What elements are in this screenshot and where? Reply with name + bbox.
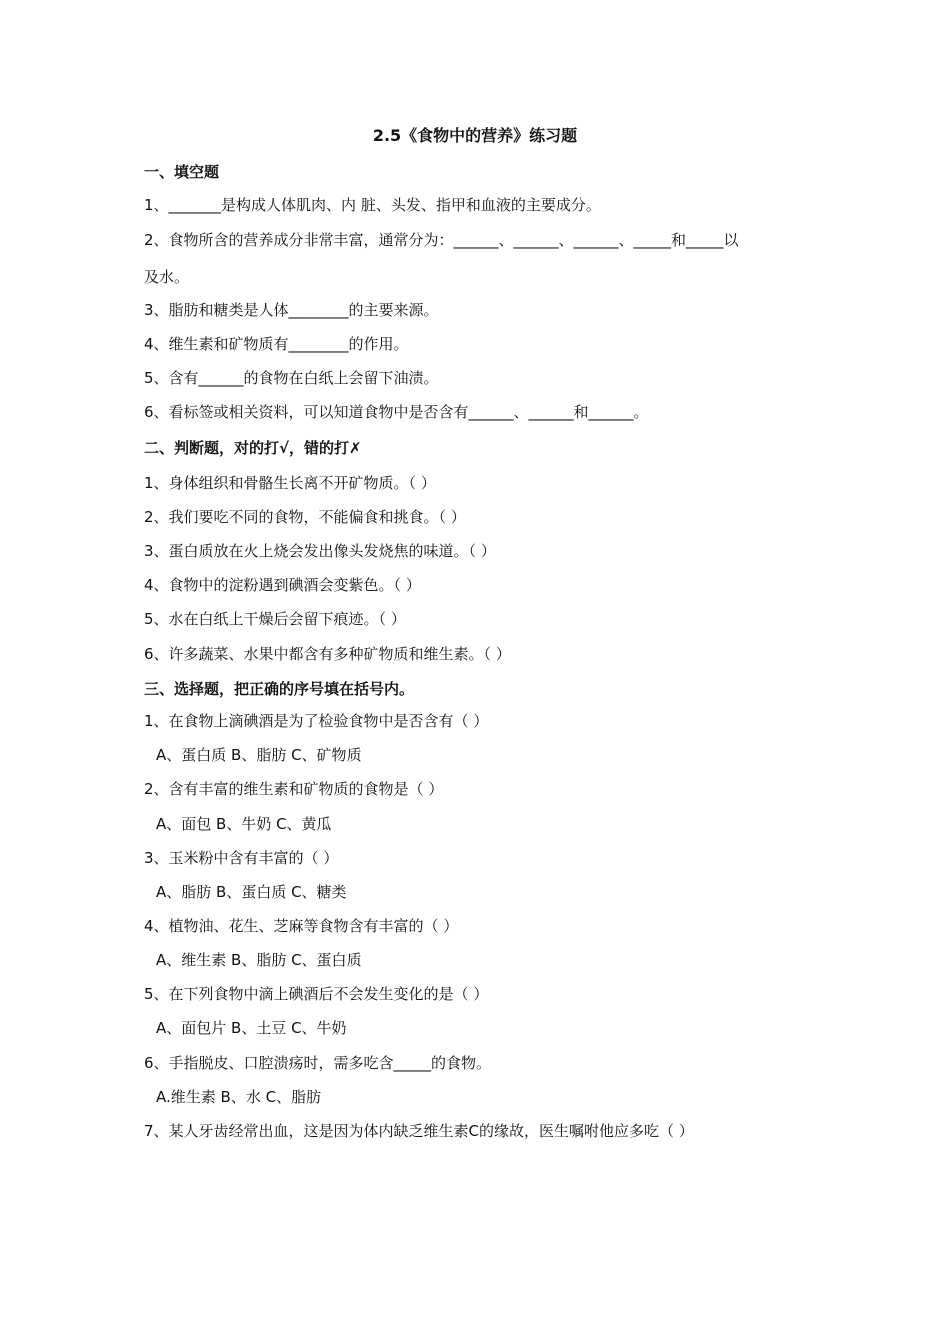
question-line: 1、身体组织和骨骼生长离不开矿物质。（ ） [144, 474, 436, 492]
question-line: 2、食物所含的营养成分非常丰富，通常分为：______、______、______、_____和_____以 [144, 231, 739, 249]
answer-options: A、面包片 B、土豆 C、牛奶 [156, 1019, 347, 1037]
question-line: 1、_______是构成人体肌肉、内 脏、头发、指甲和血液的主要成分。 [144, 196, 601, 214]
question-line: 5、含有______的食物在白纸上会留下油渍。 [144, 369, 439, 387]
answer-options: A、蛋白质 B、脂肪 C、矿物质 [156, 746, 362, 764]
answer-options: A.维生素 B、水 C、脂肪 [156, 1088, 322, 1106]
question-line: 6、许多蔬菜、水果中都含有多种矿物质和维生素。（ ） [144, 645, 511, 663]
question-line: 4、维生素和矿物质有________的作用。 [144, 335, 409, 353]
question-line: 1、在食物上滴碘酒是为了检验食物中是否含有（ ） [144, 712, 489, 730]
answer-options: A、脂肪 B、蛋白质 C、糖类 [156, 883, 347, 901]
question-line: 5、水在白纸上干燥后会留下痕迹。（ ） [144, 610, 406, 628]
question-line: 2、含有丰富的维生素和矿物质的食物是（ ） [144, 780, 444, 798]
section-heading-fill-blank: 一、填空题 [144, 163, 220, 181]
question-line: 3、蛋白质放在火上烧会发出像头发烧焦的味道。（ ） [144, 542, 496, 560]
question-line: 5、在下列食物中滴上碘酒后不会发生变化的是（ ） [144, 985, 489, 1003]
question-line: 4、植物油、花生、芝麻等食物含有丰富的（ ） [144, 917, 459, 935]
question-line: 7、某人牙齿经常出血，这是因为体内缺乏维生素C的缘故，医生嘱咐他应多吃（ ） [144, 1122, 694, 1140]
page-title: 2.5《食物中的营养》练习题 [372, 126, 578, 145]
question-line: 6、看标签或相关资料，可以知道食物中是否含有______、______和______。 [144, 403, 649, 421]
section-heading-multiple-choice: 三、选择题，把正确的序号填在括号内。 [144, 680, 415, 698]
answer-options: A、维生素 B、脂肪 C、蛋白质 [156, 951, 362, 969]
question-line: 2、我们要吃不同的食物，不能偏食和挑食。（ ） [144, 508, 466, 526]
question-line: 4、食物中的淀粉遇到碘酒会变紫色。（ ） [144, 576, 421, 594]
answer-options: A、面包 B、牛奶 C、黄瓜 [156, 815, 332, 833]
question-line: 及水。 [144, 268, 190, 286]
question-line: 6、手指脱皮、口腔溃疡时，需多吃含_____的食物。 [144, 1054, 492, 1072]
section-heading-true-false: 二、判断题，对的打√，错的打✗ [144, 439, 362, 457]
question-line: 3、脂肪和糖类是人体________的主要来源。 [144, 301, 439, 319]
question-line: 3、玉米粉中含有丰富的（ ） [144, 849, 339, 867]
